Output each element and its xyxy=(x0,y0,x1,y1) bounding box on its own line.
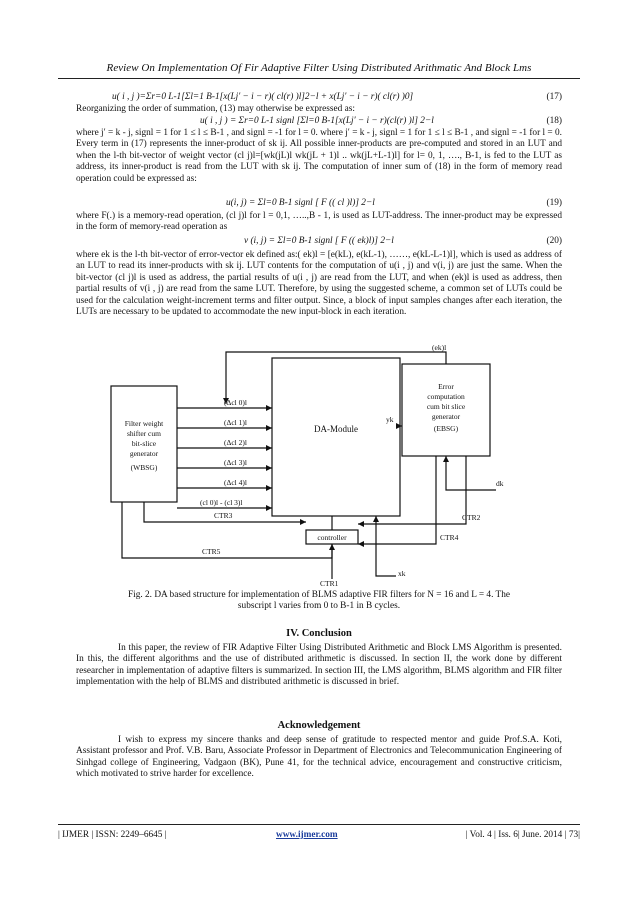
da-module-label: DA-Module xyxy=(314,424,358,434)
equation-19-number: (19) xyxy=(546,198,562,208)
figure-caption-line-1: Fig. 2. DA based structure for implementation of BLMS adaptive FIR filters for N = 16 and L = 4. The xyxy=(127,590,511,600)
wbsg-output-4: (Δcl 4)l xyxy=(224,478,247,487)
running-title: Review On Implementation Of Fir Adaptive Filter Using Distributed Arithmatic And Block Lms xyxy=(106,62,532,74)
wbsg-output-1: (Δcl 1)l xyxy=(224,418,247,427)
acknowledgement-heading: Acknowledgement xyxy=(277,720,361,731)
yk-label: yk xyxy=(386,415,394,424)
figure-caption xyxy=(90,590,548,613)
ebsg-label-line-1: Error xyxy=(438,382,454,391)
equation-18-number: (18) xyxy=(546,116,562,126)
wbsg-label-line-4: generator xyxy=(129,449,159,458)
footer-website-link[interactable]: www.ijmer.com xyxy=(276,830,338,840)
conclusion-heading: IV. Conclusion xyxy=(286,628,352,639)
equation-18-body: u( i , j ) = Σr=0 L-1 signl [Σl=0 B-1[x(Lj′ − i − r)(cl(r) )l] 2−l xyxy=(200,116,434,126)
equation-17-number: (17) xyxy=(546,92,562,102)
paragraph-reorganize: Reorganizing the order of summation, (13) may otherwise be expressed as: xyxy=(76,104,355,114)
footer-rule xyxy=(58,824,580,825)
footer-volume-page: | Vol. 4 | Iss. 6| June. 2014 | 73| xyxy=(465,830,580,840)
controller-label: controller xyxy=(317,533,347,542)
wbsg-label-line-2: shifter cum xyxy=(127,429,161,438)
wbsg-output-0: (Δcl 0)l xyxy=(224,398,247,407)
equation-19-body: u(i, j) = Σl=0 B-1 signl [ F (( cl )l)] 2−l xyxy=(226,198,375,208)
acknowledgement-text: I wish to express my sincere thanks and deep sense of gratitude to respected mentor and guide Prof.S.A. Koti, Assistant professor and Prof. V.B. Baru, Associate Professor in Department of Electronics and Telecommunication Engineering of Sinhgad college of Engineering, Vadgaon (BK), Pune 41, for the technical advice, encouragement and constructive criticism, which motivated to strive harder for excellence. xyxy=(76,735,562,780)
ek-top-label: (ek)l xyxy=(432,344,447,352)
header-rule xyxy=(58,78,580,79)
wbsg-output-2: (Δcl 2)l xyxy=(224,438,247,447)
ebsg-label-line-2: computation xyxy=(427,392,465,401)
block-diagram xyxy=(96,344,541,588)
paragraph-where-F: where F(.) is a memory-read operation, (cl j)l for l = 0,1, …..,B - 1, is used as LUT-address. The inner-product may be expressed in the form of memory-read operation as xyxy=(76,211,562,233)
wbsg-output-3: (Δcl 3)l xyxy=(224,458,247,467)
ctr1-label: CTR1 xyxy=(320,579,339,588)
ctr4-label: CTR4 xyxy=(440,533,459,542)
equation-20-body: v (i, j) = Σl=0 B-1 signl [ F (( ek)l)] 2−l xyxy=(244,236,394,246)
wbsg-label-line-3: bit-slice xyxy=(131,439,157,448)
equation-17-body: u( i , j )=Σr=0 L-1[Σl=1 B-1[x(Lj′ − i − r)( cl(r) )l]2−l + x(Lj′ − i − r)( cl(r) )0] xyxy=(112,92,414,102)
ctr5-label: CTR5 xyxy=(202,547,221,556)
xk-label: xk xyxy=(398,569,406,578)
figure-da-structure xyxy=(96,344,541,588)
conclusion-text: In this paper, the review of FIR Adaptive Filter Using Distributed Arithmetic and Block LMS Algorithm is presented. In this, the different algorithms and the use of distributed arithmetic is discussed. In section II, the work done by different researcher in implementation of adaptive filters is summarized. In section III, the LMS algorithm, BLMS algorithm and FIR filter implementation with the help of BLMS and distributed arithmetic is discussed in brief. xyxy=(76,643,562,688)
ctr2-label: CTR2 xyxy=(462,513,481,522)
ebsg-label-line-4: generator xyxy=(431,412,461,421)
wbsg-label-line-5: (WBSG) xyxy=(130,463,158,472)
wbsg-bottom-output: (cl 0)l - (cl 3)l xyxy=(200,498,243,507)
wbsg-label-line-1: Filter weight xyxy=(124,419,164,428)
dk-label: dk xyxy=(496,479,504,488)
equation-20-number: (20) xyxy=(546,236,562,246)
ctr3-label: CTR3 xyxy=(214,511,233,520)
paragraph-where-ek: where ek is the l-th bit-vector of error-vector ek defined as:( ek)l = [e(kL), e(kL-1), ……, e(kL-L-1)l], which is used as address of an LUT to read its inner-products with sk ij. LUT contents for the computation of u(i , j) and v(i, j) are just the same. When the bit-vector (cl j)l is used as address, the partial results of u(i , j) are read from the LUT, and when (ek)l is used as address, then partial results of v(i , j) are read from the same LUT. Therefore, by using the suggested scheme, a common set of LUTs could be used for the calculation weight-increment terms and filter output. Since, a block of input samples changes after each iteration, the LUTs are necessary to be updated to accommodate the new input-block in each iteration. xyxy=(76,250,562,318)
paragraph-where-j: where j′ = k - j, signl = 1 for 1 ≤ l ≤ B-1 , and signl = -1 for l = 0. where j′ = k - j, signl = 1 for 1 ≤ l ≤ B-1 , and signl = -1 for l = 0. Every term in (17) represents the inner-product of sk ij. All possible inner-products are pre-computed and stored in an LUT and when the l-th bit-vector of weight vector (cl j)l=[wk(jL)l wk(jL + 1)l .. wk(jL+L-1)l] for l= 0, 1, …., B-1, is fed to the LUT as address, its inner-product is read from the LUT with sk ij. The computation of inner sum of (18) in the form of memory read operation could be expressed as: xyxy=(76,128,562,184)
ebsg-label-line-3: cum bit slice xyxy=(426,402,466,411)
da-module-block xyxy=(272,358,400,516)
figure-caption-line-2: subscript l varies from 0 to B-1 in B cycles. xyxy=(237,601,401,612)
ebsg-label-line-5: (EBSG) xyxy=(433,424,459,433)
footer-journal-info: | IJMER | ISSN: 2249–6645 | xyxy=(58,830,167,840)
